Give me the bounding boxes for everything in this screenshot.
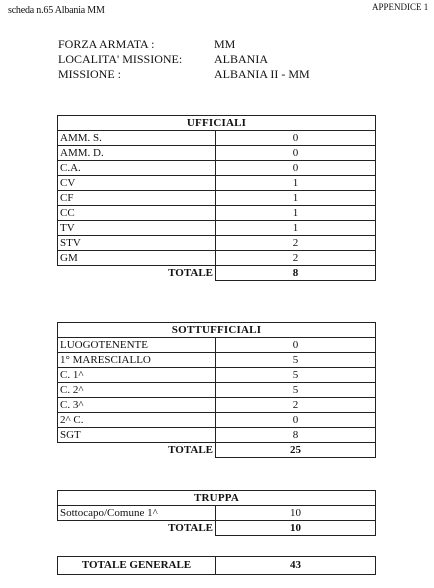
numero-cell: 1 bbox=[216, 206, 376, 221]
numero-cell: 5 bbox=[216, 383, 376, 398]
totale-value: 8 bbox=[216, 266, 376, 281]
mission-info bbox=[58, 37, 388, 82]
info-value: ALBANIA II - MM bbox=[214, 67, 310, 81]
totale-value: 25 bbox=[216, 443, 376, 458]
info-row-localita bbox=[58, 52, 388, 67]
table-row bbox=[58, 206, 376, 221]
info-label: MISSIONE : bbox=[58, 67, 122, 81]
numero-cell: 5 bbox=[216, 353, 376, 368]
info-value: MM bbox=[214, 37, 236, 51]
totale-value: 10 bbox=[216, 521, 376, 536]
numero-cell: 2 bbox=[216, 251, 376, 266]
table-row bbox=[58, 383, 376, 398]
info-row-missione bbox=[58, 67, 388, 82]
info-row-forza-armata bbox=[58, 37, 388, 52]
info-value: ALBANIA bbox=[214, 52, 268, 66]
table-row bbox=[58, 161, 376, 176]
numero-cell: 2 bbox=[216, 398, 376, 413]
totale-row bbox=[58, 521, 376, 536]
table-row bbox=[58, 131, 376, 146]
grado-cell: AMM. S. bbox=[58, 131, 216, 146]
table-row bbox=[58, 353, 376, 368]
grado-cell: CF bbox=[58, 191, 216, 206]
numero-cell: 10 bbox=[216, 506, 376, 521]
numero-cell: 0 bbox=[216, 338, 376, 353]
numero-cell: 8 bbox=[216, 428, 376, 443]
totale-label: TOTALE bbox=[58, 443, 216, 458]
totale-generale-label: TOTALE GENERALE bbox=[58, 557, 216, 575]
table-row bbox=[58, 221, 376, 236]
table-row bbox=[58, 251, 376, 266]
numero-cell: 2 bbox=[216, 236, 376, 251]
grado-cell: TV bbox=[58, 221, 216, 236]
ufficiali-table bbox=[57, 115, 376, 281]
grado-cell: GM bbox=[58, 251, 216, 266]
totale-generale-row bbox=[58, 557, 376, 575]
numero-cell: 1 bbox=[216, 221, 376, 236]
grado-cell: 2^ C. bbox=[58, 413, 216, 428]
table-row bbox=[58, 413, 376, 428]
numero-cell: 0 bbox=[216, 161, 376, 176]
grado-cell: C. 2^ bbox=[58, 383, 216, 398]
numero-cell: 1 bbox=[216, 176, 376, 191]
truppa-title: TRUPPA bbox=[58, 491, 376, 506]
table-row bbox=[58, 236, 376, 251]
table-row bbox=[58, 428, 376, 443]
grado-cell: SGT bbox=[58, 428, 216, 443]
grado-cell: C.A. bbox=[58, 161, 216, 176]
grado-cell: AMM. D. bbox=[58, 146, 216, 161]
numero-cell: 5 bbox=[216, 368, 376, 383]
truppa-table bbox=[57, 490, 376, 536]
totale-row bbox=[58, 266, 376, 281]
table-header-row bbox=[58, 491, 376, 506]
table-row bbox=[58, 338, 376, 353]
appendice-label: APPENDICE 1 bbox=[372, 2, 429, 12]
numero-cell: 0 bbox=[216, 413, 376, 428]
numero-cell: 0 bbox=[216, 146, 376, 161]
info-label: LOCALITA' MISSIONE: bbox=[58, 52, 183, 66]
grado-cell: C. 3^ bbox=[58, 398, 216, 413]
ufficiali-title: UFFICIALI bbox=[58, 116, 376, 131]
grado-cell: CV bbox=[58, 176, 216, 191]
sottufficiali-table bbox=[57, 322, 376, 458]
totale-generale-value: 43 bbox=[216, 557, 376, 575]
table-row bbox=[58, 368, 376, 383]
table-row bbox=[58, 176, 376, 191]
numero-cell: 1 bbox=[216, 191, 376, 206]
info-label: FORZA ARMATA : bbox=[58, 37, 155, 51]
sottufficiali-title: SOTTUFFICIALI bbox=[58, 323, 376, 338]
grado-cell: 1° MARESCIALLO bbox=[58, 353, 216, 368]
grado-cell: STV bbox=[58, 236, 216, 251]
table-header-row bbox=[58, 323, 376, 338]
table-row bbox=[58, 191, 376, 206]
table-row bbox=[58, 146, 376, 161]
totale-label: TOTALE bbox=[58, 266, 216, 281]
grado-cell: LUOGOTENENTE bbox=[58, 338, 216, 353]
table-header-row bbox=[58, 116, 376, 131]
numero-cell: 0 bbox=[216, 131, 376, 146]
grado-cell: C. 1^ bbox=[58, 368, 216, 383]
table-row bbox=[58, 506, 376, 521]
totale-row bbox=[58, 443, 376, 458]
table-row bbox=[58, 398, 376, 413]
grado-cell: CC bbox=[58, 206, 216, 221]
totale-label: TOTALE bbox=[58, 521, 216, 536]
totale-generale-table bbox=[57, 556, 376, 575]
grado-cell: Sottocapo/Comune 1^ bbox=[58, 506, 216, 521]
scheda-title: scheda n.65 Albania MM bbox=[8, 5, 105, 16]
